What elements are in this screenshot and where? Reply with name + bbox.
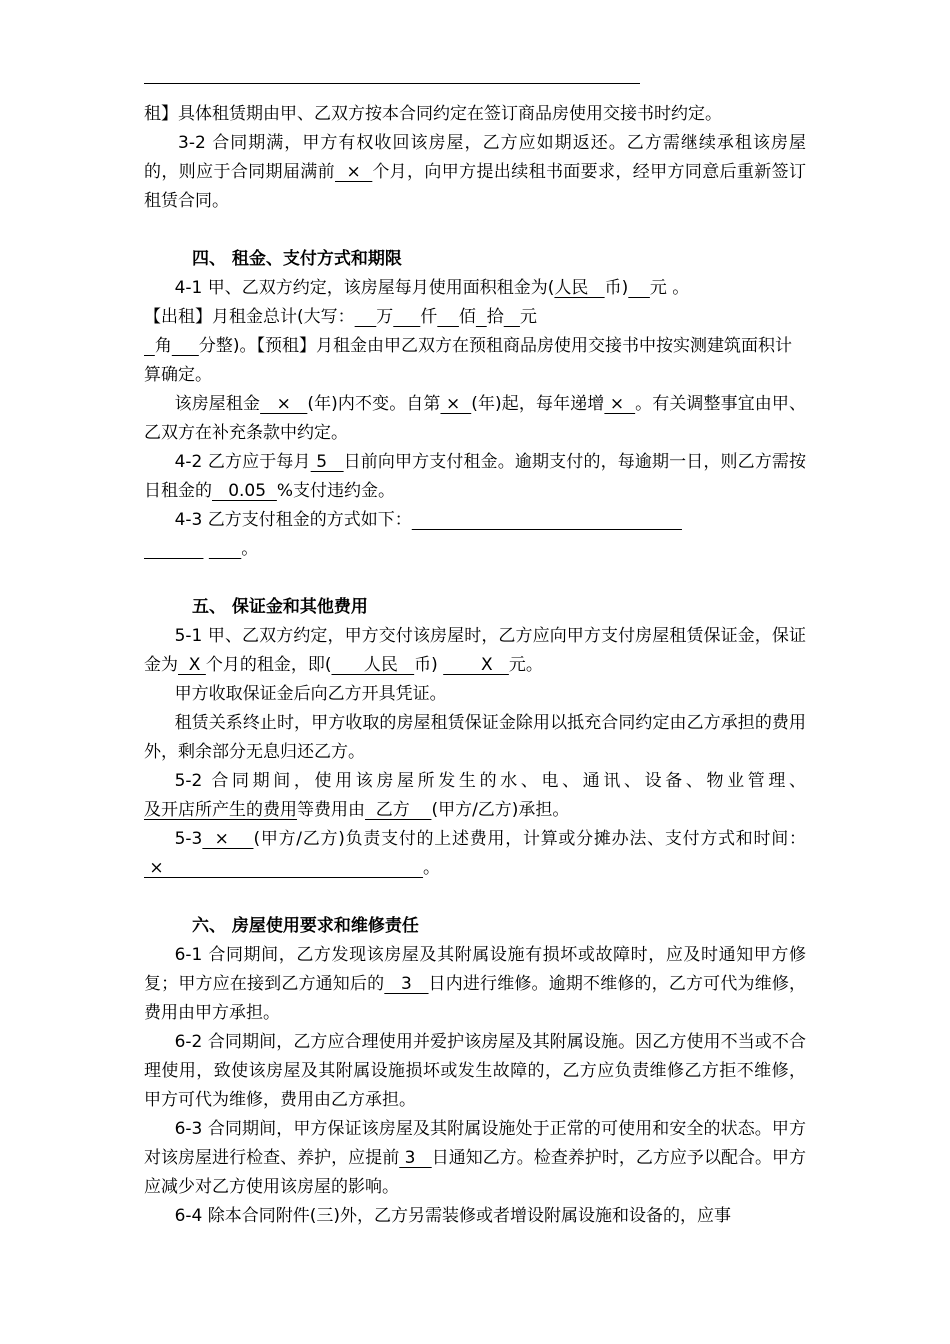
fee-payer-blank: ×: [202, 829, 254, 849]
clause-6-2: 6-2 合同期间，乙方应合理使用并爱护该房屋及其附属设施。因乙方使用不当或不合理使用，致使该房屋及其附属设施损坏或发生故障的，乙方应负责维修乙方拒不维修，甲方可代为维修，费用由乙方承担。: [144, 1032, 806, 1110]
clause-6-3-text-b: 日通知乙方。检查养护时，乙方应予以配合。甲方应减少对乙方使用该房屋的影响。: [144, 1148, 807, 1197]
deposit-refund-paragraph: 租赁关系终止时，甲方收取的房屋租赁保证金除用以抵充合同约定由乙方承担的费用外，剩余部分无息归还乙方。: [144, 713, 806, 762]
rent-increase-start-blank: ×: [440, 394, 472, 414]
clause-4-1: [144, 274, 806, 390]
clause-5-1: [144, 622, 806, 680]
clause-5-2-text-b: 等费用由: [297, 800, 365, 820]
paragraph-lease-term: 租】具体租赁期由甲、乙双方按本合同约定在签订商品房使用交接书时约定。: [144, 104, 722, 124]
clause-4-1-text-b: 币): [604, 278, 629, 298]
clause-3-2-text-b: 个月，向甲方提出续租书面要求，经甲方同意后重新签订租赁合同。: [144, 162, 807, 211]
contract-body: [144, 100, 806, 1231]
unit-shi: 拾: [486, 307, 504, 327]
clause-4-3: [144, 506, 806, 564]
clause-4-1-text-e: 分整)。【预租】月租金由甲乙双方在预租商品房使用交接书中按实测建筑面积计算确定。: [144, 336, 792, 385]
clause-5-3: [144, 825, 806, 883]
payment-method-blank-3: [209, 539, 241, 559]
clause-4-1-text-a: 4-1 甲、乙双方约定，该房屋每月使用面积租金为(: [174, 278, 555, 298]
rent-adjust-text-a: 该房屋租金: [174, 394, 261, 414]
rent-adjust-text-d: 。有关调整事宜由甲、乙双方在补充条款中约定。: [144, 394, 806, 443]
clause-5-1-text-b: 个月的租金，即(: [205, 655, 332, 675]
rent-adjustment-paragraph: [144, 390, 806, 448]
header-rule: [144, 83, 640, 84]
rent-jiao-blank: [144, 336, 155, 356]
clause-5-2: [144, 767, 806, 825]
rent-fixed-years-blank: ×: [260, 394, 308, 414]
clause-5-3-end: 。: [423, 858, 441, 878]
rent-qian-blank: [393, 307, 420, 327]
inspection-notice-days-blank: 3: [399, 1148, 432, 1168]
renewal-months-blank: ×: [335, 162, 373, 182]
clause-5-2-text-c: (甲方/乙方)承担。: [431, 800, 570, 820]
extra-fee-blank: 及开店所产生的费用: [144, 800, 297, 820]
clause-6-4: 6-4 除本合同附件(三)外，乙方另需装修或者增设附属设施和设备的，应事: [174, 1206, 732, 1226]
fee-bearer-blank: 乙方: [365, 800, 432, 820]
clause-3-2-text-a: 3-2 合同期满，甲方有权收回该房屋，乙方应如期返还。乙方需继续承租该房屋的，则应于合同期届满前: [144, 133, 806, 182]
clause-4-3-text: 4-3 乙方支付租金的方式如下：: [174, 510, 412, 530]
section-5-heading: 五、 保证金和其他费用: [192, 597, 368, 617]
late-fee-percent-blank: 0.05: [212, 481, 277, 501]
section-6-heading: 六、 房屋使用要求和维修责任: [192, 916, 419, 936]
unit-yuan: 元: [519, 307, 537, 327]
clause-5-3-label: 5-3: [174, 829, 203, 849]
deposit-months-blank: X: [178, 655, 206, 675]
clause-4-2-text-a: 4-2 乙方应于每月: [174, 452, 311, 472]
rent-amount-blank: [628, 278, 650, 298]
rent-adjust-text-b: (年)内不变。自第: [307, 394, 441, 414]
deposit-receipt-paragraph: 甲方收取保证金后向乙方开具凭证。: [174, 684, 447, 704]
clause-4-1-text-c: 元 。: [649, 278, 690, 298]
rent-wan-blank: [355, 307, 377, 327]
unit-qian: 仟: [420, 307, 438, 327]
unit-bai: 佰: [458, 307, 476, 327]
clause-6-1-text-b: 日内进行维修。逾期不维修的，乙方可代为维修，费用由甲方承担。: [144, 974, 807, 1023]
clause-3-2: [144, 129, 806, 216]
rent-adjust-text-c: (年)起，每年递增: [471, 394, 605, 414]
deposit-currency-blank: 人民: [331, 655, 415, 675]
clause-5-3-text: (甲方/乙方)负责支付的上述费用，计算或分摊办法、支付方式和时间：: [253, 829, 806, 849]
clause-4-1-text-d: 【出租】月租金总计(大写：: [144, 307, 355, 327]
clause-6-3: [144, 1115, 806, 1202]
rent-currency-blank: 人民: [554, 278, 605, 298]
repair-days-blank: 3: [384, 974, 429, 994]
clause-5-1-text-c: 币): [414, 655, 438, 675]
rent-yuan-blank: [504, 307, 520, 327]
fee-method-blank: ×: [144, 858, 424, 878]
rent-fen-blank: [172, 336, 199, 356]
clause-5-1-text-a: 5-1 甲、乙双方约定，甲方交付该房屋时，乙方应向甲方支付房屋租赁保证金，保证金为: [144, 626, 806, 675]
clause-4-2-text-c: %支付违约金。: [276, 481, 396, 501]
rent-increase-rate-blank: ×: [604, 394, 636, 414]
payment-method-blank-1: [412, 510, 682, 530]
clause-4-3-end: 。: [241, 539, 259, 559]
unit-wan: 万: [376, 307, 394, 327]
payment-method-blank-2: [144, 539, 203, 559]
section-4-heading: 四、 租金、支付方式和期限: [192, 249, 402, 269]
deposit-amount-blank: X: [443, 655, 509, 675]
clause-6-1-text-a: 6-1 合同期间，乙方发现该房屋及其附属设施有损坏或故障时，应及时通知甲方修复；甲方应在接到乙方通知后的: [144, 945, 806, 994]
unit-jiao: 角: [154, 336, 172, 356]
clause-6-3-text-a: 6-3 合同期间，甲方保证该房屋及其附属设施处于正常的可使用和安全的状态。甲方对该房屋进行检查、养护，应提前: [144, 1119, 806, 1168]
clause-5-1-text-d: 元。: [508, 655, 543, 675]
clause-4-2-text-b: 日前向甲方支付租金。逾期支付的，每逾期一日，则乙方需按日租金的: [144, 452, 806, 501]
clause-6-1: [144, 941, 806, 1028]
payment-day-blank: 5: [310, 452, 344, 472]
clause-5-2-text-a: 5-2 合同期间，使用该房屋所发生的水、电、通讯、设备、物业管理、: [174, 771, 806, 791]
rent-shi-blank: [476, 307, 487, 327]
clause-4-2: [144, 448, 806, 506]
rent-bai-blank: [437, 307, 459, 327]
